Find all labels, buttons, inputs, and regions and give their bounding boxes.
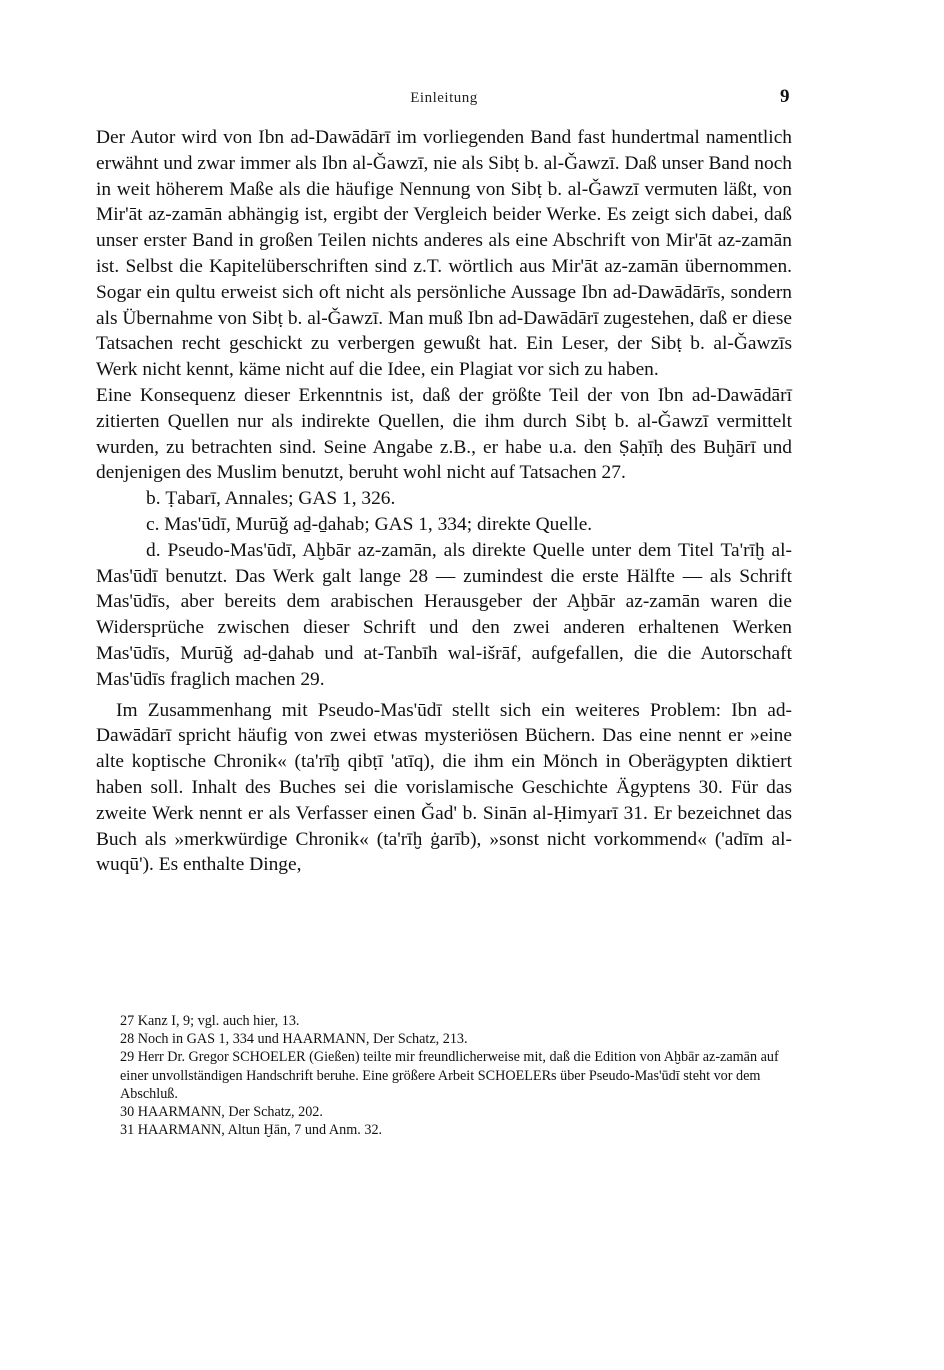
footnote-30: 30 HAARMANN, Der Schatz, 202. bbox=[120, 1104, 323, 1121]
source-item-pseudo-masudi: d. Pseudo-Mas'ūdī, Aḫbār az-zamān, als direkte Quelle unter dem Titel Ta'rīḫ al-Mas'ūdī benutzt. Das Werk galt lange 28 — zumindest die erste Hälfte — als Schrift Mas'ūdīs, aber bereits dem arabischen Herausgeber der Aḫbār az-zamān waren die Widersprüche zwischen dieser Schrift und den zwei anderen erhaltenen Werken Mas'ūdīs, Murūǧ aḏ-ḏahab und at-Tanbīh wal-išrāf, aufgefallen, die die Autorschaft Mas'ūdīs fraglich machen 29. bbox=[96, 539, 792, 690]
footnote-28: 28 Noch in GAS 1, 334 und HAARMANN, Der Schatz, 213. bbox=[120, 1031, 468, 1048]
main-text bbox=[96, 125, 792, 878]
page-number: 9 bbox=[780, 86, 790, 107]
footnote-27: 27 Kanz I, 9; vgl. auch hier, 13. bbox=[120, 1013, 300, 1029]
footnotes bbox=[96, 1012, 792, 1139]
paragraph-plagiarism: Der Autor wird von Ibn ad-Dawādārī im vorliegenden Band fast hundertmal namentlich erwähnt und zwar immer als Ibn al-Ǧawzī, nie als Sibṭ b. al-Ǧawzī. Daß unser Band noch in weit höherem Maße als die häufige Nennung von Sibṭ b. al-Ǧawzī vermuten läßt, von Mir'āt az-zamān abhängig ist, ergibt der Vergleich beider Werke. Es zeigt sich dabei, daß unser erster Band in großen Teilen nichts anderes als eine Abschrift von Mir'āt az-zamān ist. Selbst die Kapitelüberschriften sind z.T. wörtlich aus Mir'āt az-zamān übernommen. Sogar ein qultu erweist sich oft nicht als persönliche Aussage Ibn ad-Dawādārīs, sondern als Übernahme von Sibṭ b. al-Ǧawzī. Man muß Ibn ad-Dawādārī zugestehen, daß er diese Tatsachen recht geschickt zu verbergen gewußt hat. Ein Leser, der Sibṭ b. al-Ǧawzīs Werk nicht kennt, käme nicht auf die Idee, ein Plagiat vor sich zu haben. bbox=[96, 127, 792, 381]
paragraph-mysterious-books: Im Zusammenhang mit Pseudo-Mas'ūdī stellt sich ein weiteres Problem: Ibn ad-Dawādārī spricht häufig von zwei etwas mysteriösen Büchern. Das eine nennt er »eine alte koptische Chronik« (ta'rīḫ qibṭī 'atīq), die ihm ein Mönch in Oberägypten diktiert haben soll. Inhalt des Buches sei die vorislamische Geschichte Ägyptens 30. Für das zweite Werk nennt er als Verfasser einen Ǧad' b. Sinān al-Ḥimyarī 31. Er bezeichnet das Buch als »merkwürdige Chronik« (ta'rīḫ ġarīb), »sonst nicht vorkommend« ('adīm al-wuqū'). Es enthalte Dinge, bbox=[96, 699, 792, 876]
footnote-31: 31 HAARMANN, Altun Ḫān, 7 und Anm. 32. bbox=[120, 1122, 383, 1139]
source-item-masudi: c. Mas'ūdī, Murūǧ aḏ-ḏahab; GAS 1, 334; direkte Quelle. bbox=[146, 513, 593, 535]
paragraph-consequence: Eine Konsequenz dieser Erkenntnis ist, daß der größte Teil der von Ibn ad-Dawādārī zitierten Quellen nur als indirekte Quellen, die ihm durch Sibṭ b. al-Ǧawzī vermittelt wurden, zu betrachten sind. Seine Angabe z.B., er habe u.a. den Ṣaḥīḥ des Buḫārī und denjenigen des Muslim benutzt, beruht wohl nicht auf Tatsachen 27. bbox=[96, 384, 792, 484]
footnote-29: 29 Herr Dr. Gregor SCHOELER (Gießen) teilte mir freundlicherweise mit, daß die Edition von Aḫbār az-zamān auf einer unvollständigen Handschrift beruhe. Eine größere Arbeit SCHOELERs über Pseudo-Mas'ūdī steht vor dem Abschluß. bbox=[120, 1049, 779, 1102]
source-item-tabari: b. Ṭabarī, Annales; GAS 1, 326. bbox=[146, 488, 396, 510]
running-head: Einleitung bbox=[410, 90, 478, 106]
